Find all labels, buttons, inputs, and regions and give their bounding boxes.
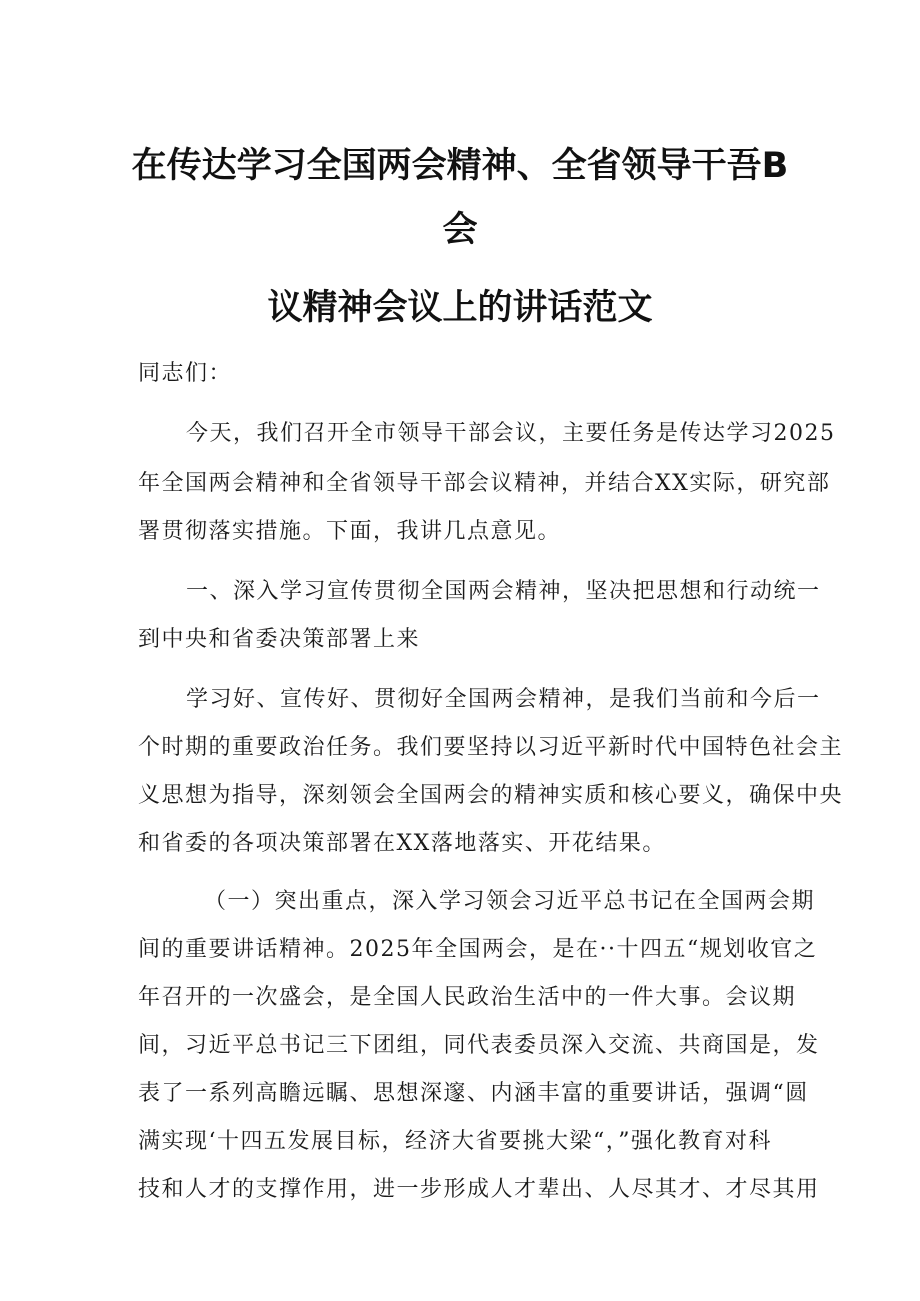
paragraph-line: 今天，我们召开全市领导干部会议，主要任务是传达学习2025 (186, 421, 836, 446)
paragraph-line: 义思想为指导，深刻领会全国两会的精神实质和核心要义，确保中央 (138, 783, 844, 808)
section-heading-line: 一、深入学习宣传贯彻全国两会精神，坚决把思想和行动统一 (186, 579, 821, 604)
salutation: 同志们： (138, 361, 233, 386)
subsection-line: （一）突出重点，深入学习领会习近平总书记在全国两会期 (204, 889, 816, 914)
paragraph-line: 和省委的各项决策部署在XX落地落实、开花结果。 (138, 831, 666, 856)
paragraph-line: 个时期的重要政治任务。我们要坚持以习近平新时代中国特色社会主 (138, 735, 844, 760)
paragraph-line: 满实现‘十四五发展目标，经济大省要挑大梁“，”强化教育对科 (138, 1129, 772, 1154)
paragraph-line: 署贯彻落实措施。下面，我讲几点意见。 (138, 519, 562, 544)
section-heading-line: 到中央和省委决策部署上来 (138, 627, 421, 652)
paragraph-line: 年全国两会精神和全省领导干部会议精神，并结合XX实际，研究部 (138, 471, 831, 496)
paragraph-line: 间的重要讲话精神。2025年全国两会，是在··十四五“规划收官之 (138, 937, 818, 962)
paragraph-line: 年召开的一次盛会，是全国人民政治生活中的一件大事。会议期 (138, 985, 797, 1010)
paragraph-line: 表了一系列高瞻远瞩、思想深邃、内涵丰富的重要讲话，强调“圆 (138, 1081, 809, 1106)
paragraph-line: 间，习近平总书记三下团组，同代表委员深入交流、共商国是，发 (138, 1033, 820, 1058)
document-title-line-1: 在传达学习全国两会精神、全省领导干吾B (131, 146, 789, 186)
paragraph-line: 学习好、宣传好、贯彻好全国两会精神，是我们当前和今后一 (186, 687, 821, 712)
paragraph-line: 技和人才的支撑作用，进一步形成人才辈出、人尽其才、才尽其用 (138, 1177, 820, 1202)
document-title-line-2: 会 (442, 210, 478, 250)
document-title-line-3: 议精神会议上的讲话范文 (267, 288, 653, 328)
